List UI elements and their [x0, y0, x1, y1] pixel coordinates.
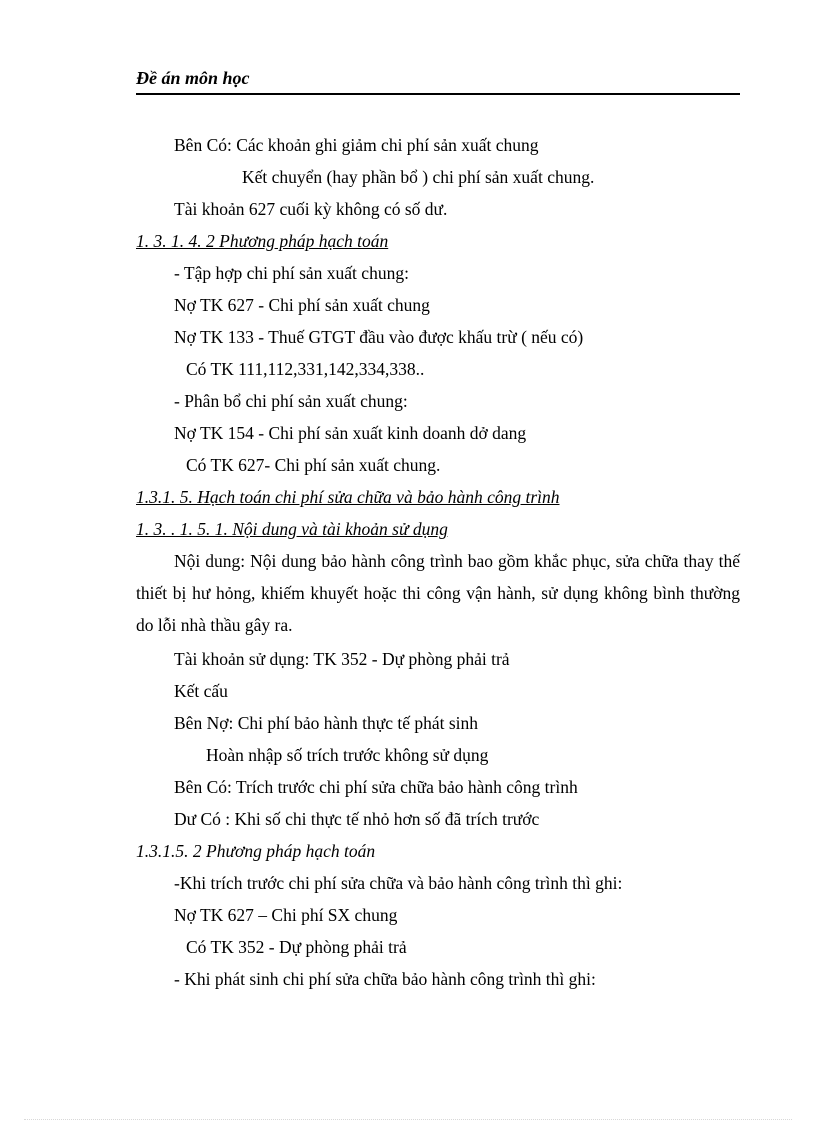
- text-line: Bên Có: Trích trước chi phí sửa chữa bảo hành công trình: [174, 777, 578, 797]
- text-line: - Tập hợp chi phí sản xuất chung:: [174, 263, 409, 283]
- content-paragraph: Nội dung: Nội dung bảo hành công trình bao gồm khắc phục, sửa chữa thay thế thiết bị hư hỏng, khiếm khuyết hoặc thi công vận hành, sử dụng không bình thường do lỗi nhà thầu gây ra.: [136, 551, 740, 635]
- text-line: -Khi trích trước chi phí sửa chữa và bảo hành công trình thì ghi:: [174, 873, 623, 893]
- text-line: Bên Có: Các khoản ghi giảm chi phí sản xuất chung: [174, 135, 539, 155]
- text-line: - Khi phát sinh chi phí sửa chữa bảo hành công trình thì ghi:: [174, 969, 596, 989]
- text-line: Kết chuyển (hay phần bổ ) chi phí sản xuất chung.: [242, 167, 595, 187]
- text-line: Có TK 627- Chi phí sản xuất chung.: [186, 455, 441, 475]
- page-header-title: Đề án môn học: [136, 68, 250, 88]
- text-line: Tài khoản sử dụng: TK 352 - Dự phòng phải trả: [174, 649, 510, 669]
- text-line: Có TK 111,112,331,142,334,338..: [186, 359, 425, 379]
- text-line: Nợ TK 627 - Chi phí sản xuất chung: [174, 295, 430, 315]
- text-line: - Phân bổ chi phí sản xuất chung:: [174, 391, 408, 411]
- page-bottom-divider: [24, 1119, 792, 1120]
- section-heading: 1.3.1. 5. Hạch toán chi phí sửa chữa và bảo hành công trình: [136, 487, 560, 507]
- section-heading: 1. 3. 1. 4. 2 Phương pháp hạch toán: [136, 231, 389, 251]
- header-rule: [136, 93, 740, 95]
- text-line: Nợ TK 627 – Chi phí SX chung: [174, 905, 398, 925]
- text-line: Kết cấu: [174, 681, 228, 701]
- text-line: Nợ TK 133 - Thuế GTGT đầu vào được khấu trừ ( nếu có): [174, 327, 584, 347]
- text-line: Dư Có : Khi số chi thực tế nhỏ hơn số đã trích trước: [174, 809, 540, 829]
- text-line: Nợ TK 154 - Chi phí sản xuất kinh doanh dở dang: [174, 423, 527, 443]
- section-heading: 1.3.1.5. 2 Phương pháp hạch toán: [136, 841, 376, 861]
- text-line: Có TK 352 - Dự phòng phải trả: [186, 937, 407, 957]
- text-line: Tài khoản 627 cuối kỳ không có số dư.: [174, 199, 448, 219]
- text-line: Bên Nợ: Chi phí bảo hành thực tế phát sinh: [174, 713, 479, 733]
- section-heading: 1. 3. . 1. 5. 1. Nội dung và tài khoản sử dụng: [136, 519, 448, 539]
- text-line: Hoàn nhập số trích trước không sử dụng: [206, 745, 489, 765]
